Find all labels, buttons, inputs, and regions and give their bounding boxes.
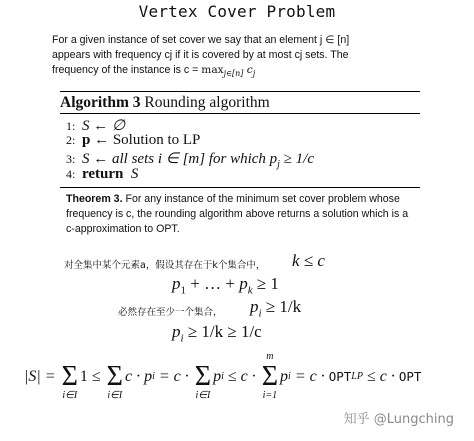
proof-math-sum: $p_1$ + … + $p_k \ge 1$: [172, 274, 279, 297]
theorem-label: Theorem 3.: [66, 193, 123, 205]
intro-line-2: appears with frequency cj if it is covered by at most cj sets. The: [52, 49, 349, 61]
proof-math-k-le-c: k ≤ c: [292, 251, 325, 270]
algorithm-line-4: 4: return S: [66, 166, 139, 182]
page-title: Vertex Cover Problem: [138, 2, 336, 21]
algorithm-top-rule: [60, 91, 420, 92]
proof-math-chain: $p_i \ge 1/k \ge 1/c$: [172, 322, 262, 345]
algorithm-line-2: 2: p ← Solution to LP: [66, 132, 201, 148]
sum-operator-4: m Σ i=1: [261, 351, 279, 401]
algorithm-heading-rule: [60, 113, 420, 114]
proof-text-1: 对全集中某个元素a，假设其存在于k个集合中，: [64, 260, 266, 271]
intro-paragraph: [52, 33, 432, 81]
sum-operator-1: Σ i∈I: [61, 361, 78, 401]
algorithm-line-1: 1: S ← ∅: [66, 118, 126, 134]
proof-text-2: 必然存在至少一个集合，: [118, 307, 223, 318]
algorithm-line-3: 3: S ← all sets i ∈ [m] for which $p_j \ge 1/c$: [66, 151, 315, 170]
intro-line-3: frequency of the instance is $c = \max_{j\in[n]} c_j$: [52, 64, 256, 79]
theorem-paragraph: [66, 192, 416, 237]
algorithm-heading: Algorithm 3 Rounding algorithm: [60, 94, 270, 111]
algorithm-bottom-rule: [60, 187, 420, 188]
theorem-text: For any instance of the minimum set cover problem whose frequency is c, the rounding algorithm above returns a solution which is a c-approximation to OPT.: [66, 193, 409, 235]
intro-line-1: For a given instance of set cover we say that an element j ∈ [n]: [52, 34, 350, 46]
final-inequality: |S| = Σ i∈I 1 ≤ Σ i∈I c · p i = c · Σ i∈I p i ≤ c · m Σ i=1 p i = c · OPT LP ≤ c · OPT: [24, 351, 422, 401]
sum-operator-2: Σ i∈I: [106, 361, 123, 401]
watermark: 知乎 @Lungching: [343, 412, 454, 427]
proof-math-pi-ge-1k: $p_i \ge 1/k$: [250, 297, 302, 320]
sum-operator-3: Σ i∈I: [194, 361, 212, 401]
